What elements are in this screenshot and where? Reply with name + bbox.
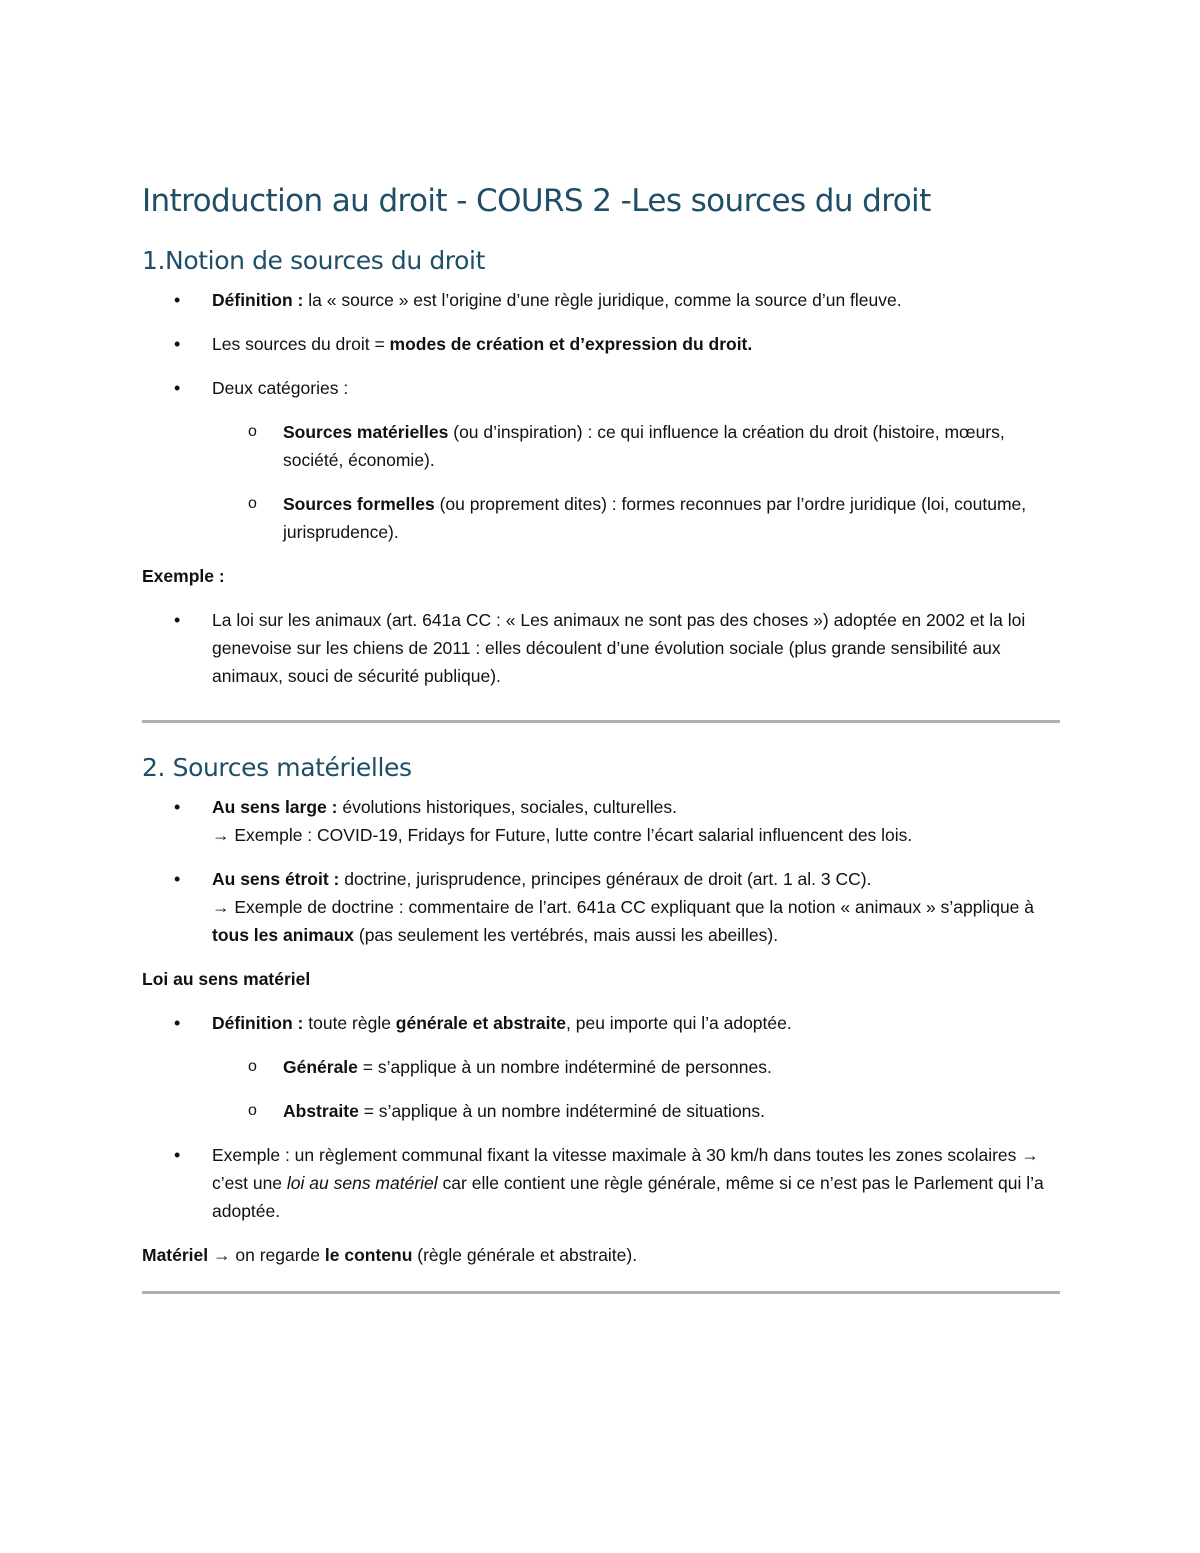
loi-def-bold: générale et abstraite [395, 1013, 567, 1033]
abstraite-text: = s’applique à un nombre indéterminé de situations. [358, 1101, 766, 1121]
large-label: Au sens large : [212, 797, 338, 817]
generale-label: Générale [283, 1057, 358, 1077]
sublist-item-abstraite [142, 1097, 1060, 1125]
loi-def-text-b: , peu importe qui l’a adoptée. [566, 1013, 792, 1033]
etroit-text: doctrine, jurisprudence, principes généraux de droit (art. 1 al. 3 CC). [339, 869, 872, 889]
materiel-text-a: → on regarde [208, 1245, 325, 1265]
materiel-bold: le contenu [324, 1245, 413, 1265]
loi-heading: Loi au sens matériel [142, 969, 311, 989]
etroit-label: Au sens étroit : [212, 869, 340, 889]
loi-list [142, 1009, 1060, 1037]
section-separator [142, 720, 1060, 723]
loi-def-label: Définition : [212, 1013, 304, 1033]
cat2-label: Sources formelles [283, 494, 435, 514]
section-separator-bottom [142, 1291, 1060, 1294]
categories-text: Deux catégories : [212, 378, 349, 398]
list-item-sources [142, 330, 1060, 358]
sources-bold: modes de création et d’expression du droit. [389, 334, 753, 354]
example-text: La loi sur les animaux (art. 641a CC : « Les animaux ne sont pas des choses ») adoptée en 2002 et la loi genevoise sur les chiens de 2011 : elles découlent d’une évolution sociale (plus grande sensibilité aux animaux, souci de sécurité publique). [212, 610, 1026, 686]
loi-example-text-a: Exemple : un règlement communal fixant la vitesse maximale à 30 km/h dans toutes les zones scolaires → c’est une [212, 1145, 1039, 1193]
etroit-example [212, 893, 1060, 949]
document-page [142, 178, 1060, 1294]
sublist-item-generale [142, 1053, 1060, 1081]
definition-text: la « source » est l’origine d’une règle juridique, comme la source d’un fleuve. [303, 290, 902, 310]
large-text: évolutions historiques, sociales, culturelles. [337, 797, 677, 817]
example-list [142, 606, 1060, 690]
abstraite-label: Abstraite [283, 1101, 359, 1121]
materiel-text-b: (règle générale et abstraite). [412, 1245, 638, 1265]
etroit-example-text-a: → Exemple de doctrine : commentaire de l’art. 641a CC expliquant que la notion « animaux » s’applique à [212, 897, 1035, 917]
list-item-loi-example [142, 1141, 1060, 1225]
loi-example-italic: loi au sens matériel [286, 1173, 438, 1193]
materiel-summary [142, 1241, 1060, 1269]
loi-sublist [142, 1053, 1060, 1125]
list-item-sens-etroit [142, 865, 1060, 949]
generale-text: = s’applique à un nombre indéterminé de personnes. [357, 1057, 772, 1077]
cat1-text: (ou d’inspiration) : ce qui influence la création du droit (histoire, mœurs, société, économie). [283, 422, 1005, 470]
notion-list [142, 286, 1060, 402]
cat1-label: Sources matérielles [283, 422, 449, 442]
loi-example-list [142, 1141, 1060, 1225]
list-item-definition [142, 286, 1060, 314]
etroit-example-bold: tous les animaux [212, 925, 354, 945]
loi-example-text-b: car elle contient une règle générale, même si ce n’est pas le Parlement qui l’a adoptée. [212, 1173, 1044, 1221]
sublist-item-materielles [142, 418, 1060, 474]
example-label-paragraph [142, 562, 1060, 590]
definition-label: Définition : [212, 290, 304, 310]
example-label: Exemple : [142, 566, 225, 586]
section-heading-notion: 1.Notion de sources du droit [142, 246, 485, 275]
materiel-label: Matériel [142, 1245, 209, 1265]
etroit-example-text-b: (pas seulement les vertébrés, mais aussi les abeilles). [354, 925, 779, 945]
list-item-sens-large [142, 793, 1060, 849]
sublist-item-formelles [142, 490, 1060, 546]
list-item-categories [142, 374, 1060, 402]
section-heading-materielles: 2. Sources matérielles [142, 753, 412, 782]
loi-def-text-a: toute règle [303, 1013, 396, 1033]
loi-heading-paragraph [142, 965, 1060, 993]
list-item-loi-definition [142, 1009, 1060, 1037]
large-example: → Exemple : COVID-19, Fridays for Future, lutte contre l’écart salarial influencent des lois. [212, 825, 913, 845]
categories-sublist [142, 418, 1060, 546]
cat2-text: (ou proprement dites) : formes reconnues par l’ordre juridique (loi, coutume, jurisprudence). [283, 494, 1027, 542]
sources-prefix: Les sources du droit = [212, 334, 390, 354]
document-title: Introduction au droit - COURS 2 -Les sources du droit [142, 183, 931, 219]
list-item-example [142, 606, 1060, 690]
materielles-list [142, 793, 1060, 949]
